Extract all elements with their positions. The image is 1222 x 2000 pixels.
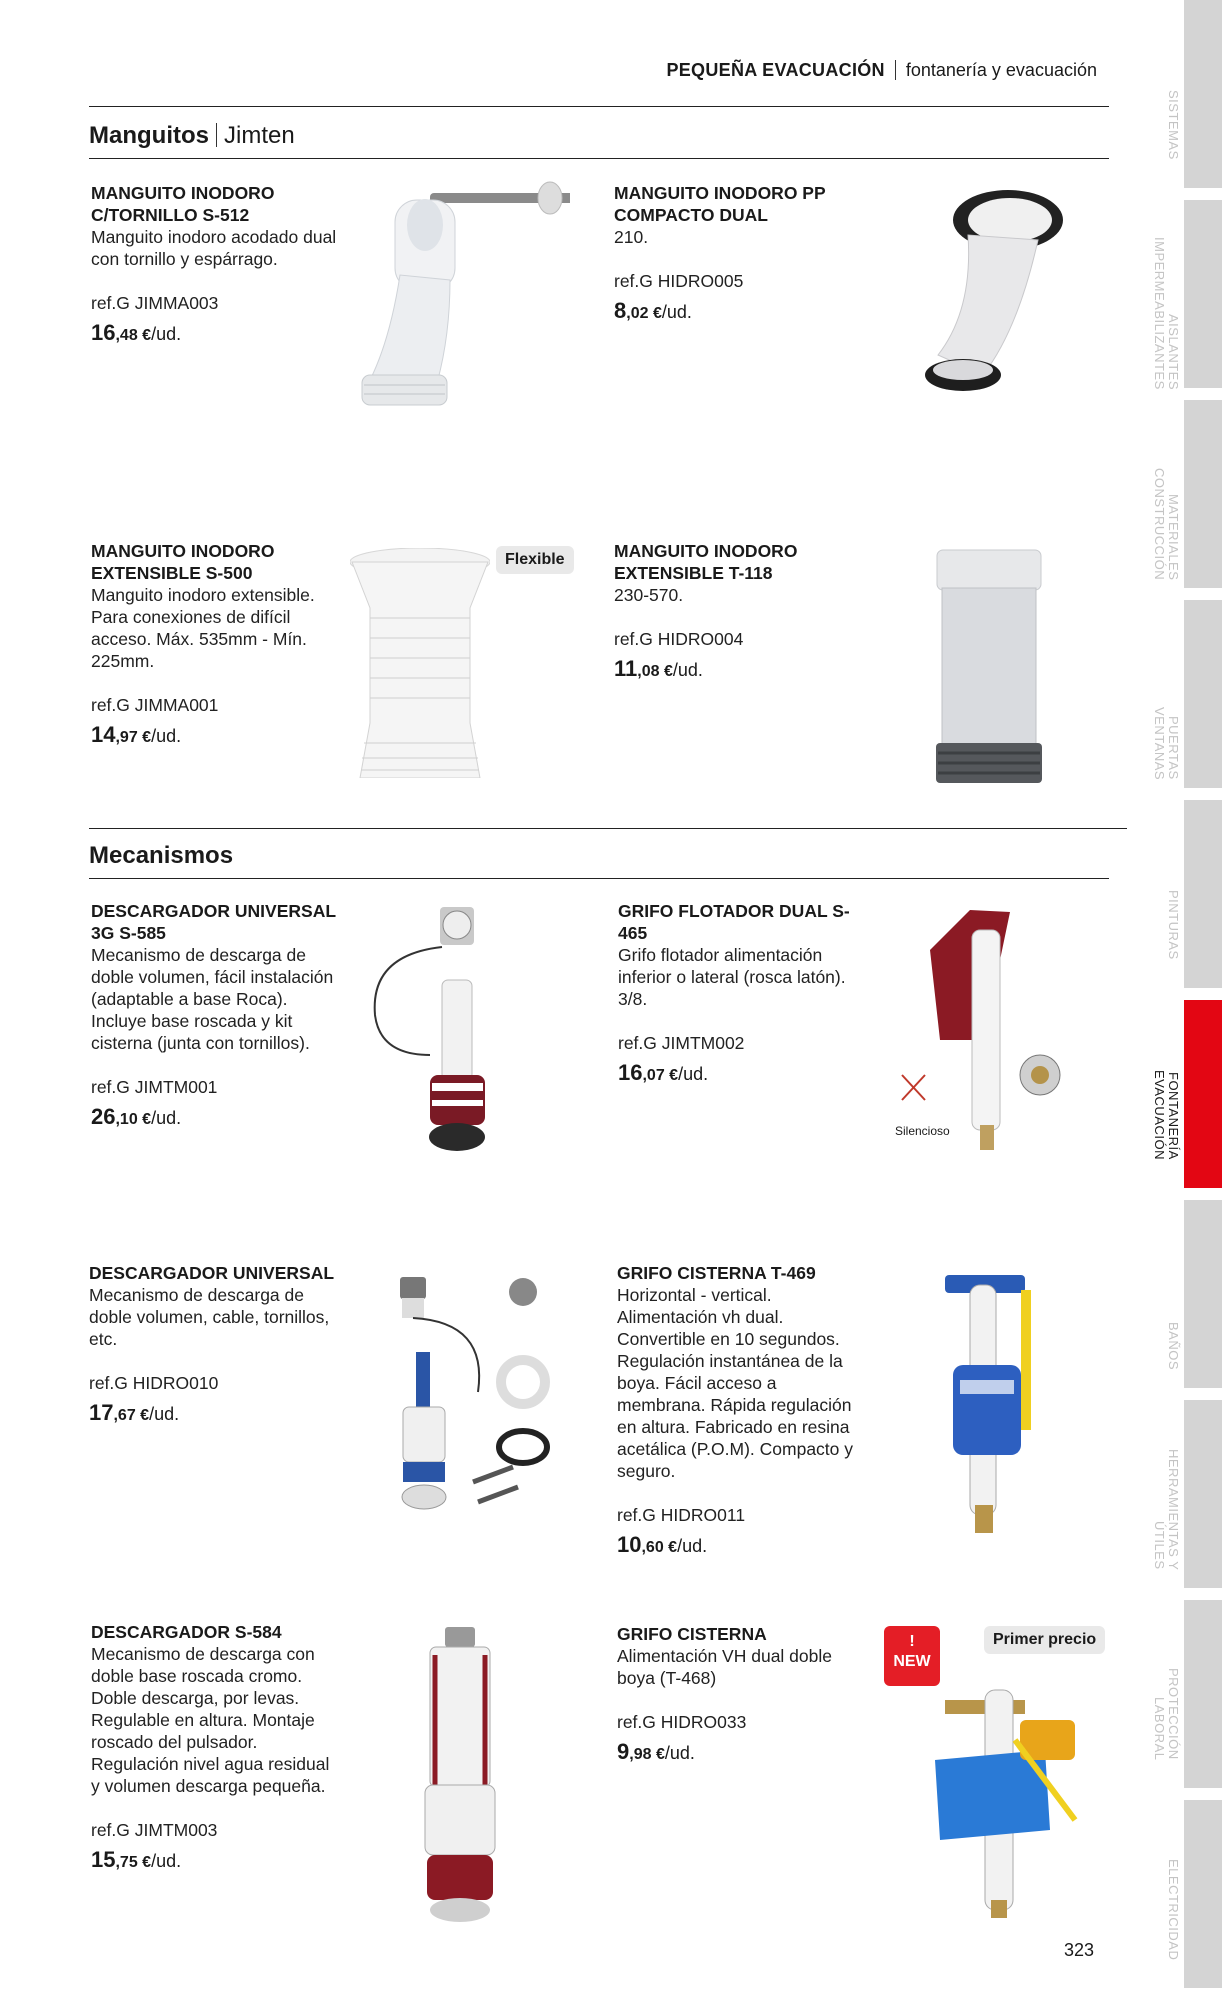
product-description: Grifo flotador alimentación inferior o lateral (rosca latón). 3/8. [618,945,846,1009]
compact-connector-image [918,180,1068,410]
price-integer: 15 [91,1847,116,1872]
category-tabs [1184,0,1222,2000]
price-unit: /ud. [151,1851,182,1871]
tab-sistemas[interactable] [1184,0,1222,194]
price-integer: 17 [89,1400,114,1425]
product-description: Mecanismo de descarga de doble volumen, cable, tornillos, etc. [89,1285,330,1349]
product-card [89,1262,339,1427]
product-price [617,1534,867,1559]
price-decimal: ,08 € [637,663,673,680]
product-name: DESCARGADOR UNIVERSAL 3G S-585 [91,901,336,943]
tab-fontaneria[interactable] [1184,1000,1222,1194]
product-description: Horizontal - vertical. Alimentación vh dual. Convertible en 10 segundos. Regulación instantánea de la boya. Fácil acceso a membrana. Rápida regulación en altura. Fabricado en resina acetálica (P.O.M). Compacto y seguro. [617,1285,854,1481]
product-ref: ref.G JIMMA003 [91,293,219,313]
product-name: GRIFO CISTERNA T-469 [617,1263,816,1283]
product-description: Mecanismo de descarga de doble volumen, fácil instalación (adaptable a base Roca). Incluye base roscada y kit cisterna (junta con tornillos). [91,945,334,1053]
flush-valve-s584-image [415,1625,505,1925]
tab-label-materiales: MATERIALES CONSTRUCCIÓN [1152,467,1181,580]
price-integer: 10 [617,1532,642,1557]
cistern-valve-image [935,1270,1055,1540]
product-card [614,182,864,325]
product-name: GRIFO FLOTADOR DUAL S-465 [618,901,850,943]
tab-herramientas[interactable] [1184,1400,1222,1594]
tab-label-sistemas: SISTEMAS [1166,90,1181,160]
product-price [89,1402,339,1427]
product-card [618,900,868,1087]
section-title-text: Mecanismos [89,842,234,869]
extensible-connector-image [350,548,490,778]
section-rule [89,828,1127,829]
product-name: MANGUITO INODORO C/TORNILLO S-512 [91,183,275,225]
price-decimal: ,02 € [626,305,662,322]
price-unit: /ud. [678,1064,709,1084]
new-badge-mark: ! [909,1633,915,1650]
tab-label-pinturas: PINTURAS [1166,890,1181,960]
product-ref: ref.G JIMTM002 [618,1033,745,1053]
price-integer: 9 [617,1739,630,1764]
header-subsection: fontanería y evacuación [905,60,1097,80]
new-badge-label: NEW [893,1653,931,1670]
price-integer: 11 [614,656,638,681]
price-decimal: ,48 € [115,327,152,344]
page-header [666,60,1097,81]
product-card [91,182,341,347]
price-integer: 14 [91,722,116,747]
product-price [91,724,341,749]
elbow-connector-image [350,180,570,420]
price-integer: 26 [91,1104,116,1129]
tab-puertas[interactable] [1184,600,1222,794]
flush-valve-3g-image [360,905,510,1165]
product-name: GRIFO CISTERNA [617,1624,767,1644]
new-badge [884,1626,940,1686]
product-card [91,540,341,749]
product-ref: ref.G JIMMA001 [91,695,219,715]
price-integer: 16 [91,320,116,345]
tab-label-puertas: PUERTAS VENTANAS [1152,706,1181,780]
price-unit: /ud. [661,302,692,322]
header-section: PEQUEÑA EVACUACIÓN [666,60,885,80]
section-title-manguitos [89,122,295,150]
product-ref: ref.G HIDRO005 [614,271,744,291]
section-title-mecanismos [89,842,233,870]
tab-label-fontaneria: FONTANERÍA EVACUACIÓN [1152,1070,1181,1160]
product-ref: ref.G HIDRO010 [89,1373,219,1393]
product-card [91,1621,341,1874]
header-divider [895,60,896,80]
section-rule [89,158,1109,159]
product-ref: ref.G HIDRO011 [617,1505,746,1525]
product-name: DESCARGADOR S-584 [91,1622,282,1642]
silent-label: Silencioso [895,1124,950,1138]
flexible-badge: Flexible [496,546,574,574]
tab-aislantes[interactable] [1184,200,1222,394]
tab-proteccion[interactable] [1184,1600,1222,1794]
price-decimal: ,10 € [115,1111,152,1128]
product-description: Alimentación VH dual doble boya (T-468) [617,1646,832,1688]
section-title-text: Manguitos [89,122,209,149]
price-decimal: ,97 € [115,729,152,746]
first-price-badge: Primer precio [984,1626,1105,1654]
tab-materiales[interactable] [1184,400,1222,594]
product-description: Manguito inodoro acodado dual con tornillo y espárrago. [91,227,337,269]
price-unit: /ud. [664,1743,695,1763]
product-card [614,540,864,683]
universal-flush-kit-image [378,1272,558,1522]
product-price [614,658,864,683]
tab-label-proteccion: PROTECCIÓN LABORAL [1152,1668,1181,1760]
tab-label-aislantes: AISLANTES IMPERMEABILIZANTES [1152,237,1181,390]
product-name: MANGUITO INODORO PP COMPACTO DUAL [614,183,826,225]
product-name: DESCARGADOR UNIVERSAL [89,1263,335,1283]
product-description: Manguito inodoro extensible. Para conexiones de difícil acceso. Máx. 535mm - Mín. 225mm. [91,585,315,671]
product-ref: ref.G JIMTM001 [91,1077,218,1097]
product-price [91,1849,341,1874]
product-description: 210. [614,227,649,247]
product-price [91,322,341,347]
product-price [91,1106,341,1131]
page-number: 323 [1064,1940,1095,1960]
price-integer: 8 [614,298,627,323]
price-unit: /ud. [677,1536,708,1556]
product-ref: ref.G JIMTM003 [91,1820,218,1840]
price-unit: /ud. [672,660,703,680]
header-rule [89,106,1109,107]
section-rule [89,878,1109,879]
float-valve-image [900,900,1070,1160]
product-price [618,1062,868,1087]
product-price [614,300,864,325]
product-description: 230-570. [614,585,684,605]
product-ref: ref.G HIDRO033 [617,1712,747,1732]
price-decimal: ,98 € [629,1746,665,1763]
price-unit: /ud. [151,1108,182,1128]
tab-label-electricidad: ELECTRICIDAD [1166,1858,1181,1960]
tab-label-banos: BAÑOS [1166,1321,1181,1370]
price-decimal: ,07 € [642,1067,679,1084]
price-integer: 16 [618,1060,643,1085]
section-divider [216,123,217,147]
product-ref: ref.G HIDRO004 [614,629,744,649]
extensible-tube-image [934,548,1044,788]
price-unit: /ud. [151,726,182,746]
tab-banos[interactable] [1184,1200,1222,1394]
price-decimal: ,60 € [641,1539,678,1556]
product-price [617,1741,867,1766]
product-name: MANGUITO INODORO EXTENSIBLE T-118 [614,541,798,583]
product-card [91,900,341,1131]
brand-name: Jimten [224,122,295,149]
product-card [617,1262,867,1559]
tab-label-herramientas: HERRAMIENTAS Y ÚTILES [1152,1448,1181,1570]
price-unit: /ud. [151,324,182,344]
price-unit: /ud. [149,1404,180,1424]
product-card [617,1623,867,1766]
price-decimal: ,75 € [115,1854,152,1871]
tab-electricidad[interactable] [1184,1800,1222,1994]
product-name: MANGUITO INODORO EXTENSIBLE S-500 [91,541,275,583]
dual-float-valve-image [925,1680,1085,1920]
tab-pinturas[interactable] [1184,800,1222,994]
price-decimal: ,67 € [113,1407,150,1424]
product-description: Mecanismo de descarga con doble base roscada cromo. Doble descarga, por levas. Regulable en altura. Montaje roscado del pulsador. Regulación nivel agua residual y volumen descarga pequeña. [91,1644,330,1796]
